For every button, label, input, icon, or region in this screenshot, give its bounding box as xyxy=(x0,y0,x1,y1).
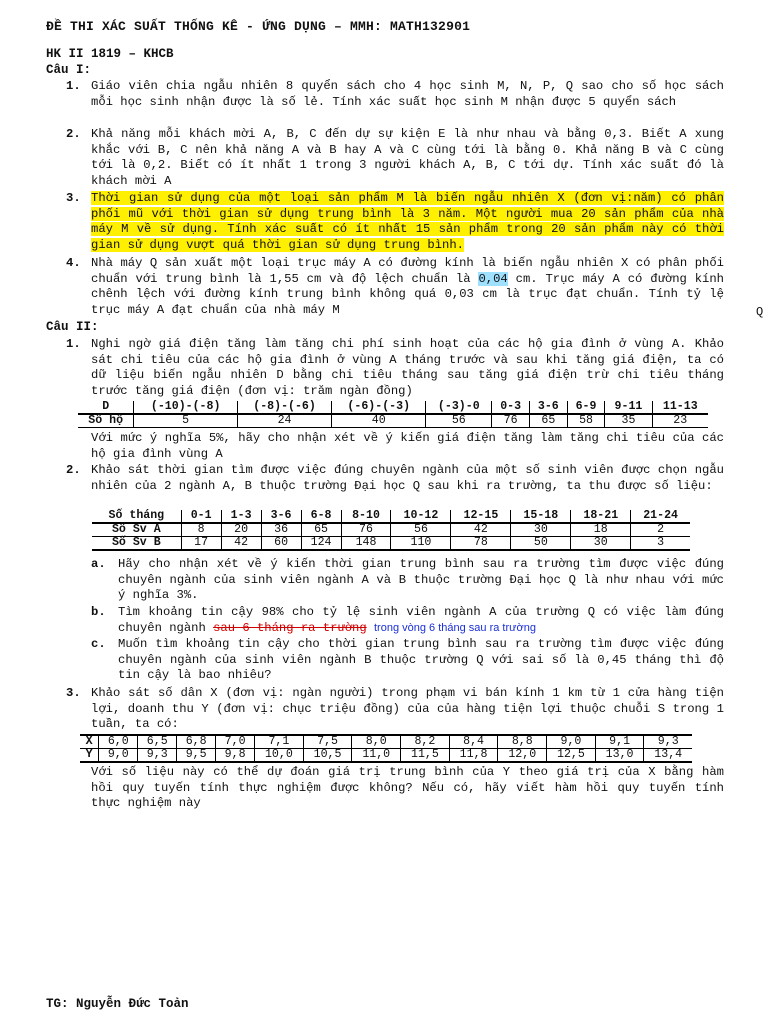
margin-letter: Q xyxy=(756,305,764,319)
question-text-a: Nhà máy Q sản xuất một loại trục máy A có đường kính là biến ngẫu nhiên X có phân phối chuẩn với trung bình là 1,55 cm và độ lệch chuẩn là xyxy=(91,256,724,286)
row-label: X xyxy=(80,735,99,749)
highlighted-value: 0,04 xyxy=(478,271,508,286)
question-text: Giáo viên chia ngẫu nhiên 8 quyển sách cho 4 học sinh M, N, P, Q sao cho số học sách mỗi học sinh nhận được là số lẻ. Tính xác suất học sinh M nhận được 5 quyển sách xyxy=(91,79,724,109)
col-header: (-3)-0 xyxy=(426,401,492,414)
question-1-2 xyxy=(66,127,724,189)
question-number: 2. xyxy=(66,127,81,141)
question-2-1-followup xyxy=(66,431,724,462)
table-cell: 23 xyxy=(652,414,708,428)
question-1-1 xyxy=(66,79,724,110)
question-number: 4. xyxy=(66,256,81,270)
handwritten-correction: trong vòng 6 tháng sau ra trường xyxy=(374,621,536,634)
row-label: Số tháng xyxy=(92,510,181,523)
question-text: Với số liệu này có thể dự đoán giá trị trung bình của Y theo giá trị của X bằng hàm hồi quy tuyến tính thực nghiệm được không? Nếu có, hãy viết hàm hồi quy tuyến tính thực nghiệm này xyxy=(91,765,724,811)
table-cell: 9,0 xyxy=(99,749,138,763)
question-text: Nghi ngờ giá điện tăng làm tăng chi phí sinh hoạt của các hộ gia đình ở vùng A. Khảo sát chi tiêu của các hộ gia đình ở vùng A tháng trước và sau khi tăng giá điện, ta có dữ liệu biến ngẫu nhiên D bằng chi tiêu tháng sau tăng giá điện trừ chi tiêu tháng trước tăng giá điện (đơn vị: trăm ngàn đồng) xyxy=(91,337,724,398)
col-header: 3-6 xyxy=(261,510,301,523)
section-2-label: Câu II: xyxy=(46,320,99,334)
question-number: 3. xyxy=(66,686,81,700)
table-cell: 56 xyxy=(426,414,492,428)
col-header: (-8)-(-6) xyxy=(237,401,331,414)
col-header: 3-6 xyxy=(529,401,567,414)
table-cell: 11,5 xyxy=(401,749,450,763)
question-2-1 xyxy=(66,337,724,399)
row-label: Số Sv A xyxy=(92,523,181,537)
question-text-b: cm. Trục máy A có đường kính chênh lệch với đường kính trung bình không quá 0,03 cm là trục đạt chuẩn. Tính tỷ lệ trục máy A đạt chuẩn của nhà máy M xyxy=(91,271,724,317)
table-cell: 30 xyxy=(511,523,571,537)
question-number: 1. xyxy=(66,79,81,93)
question-number: 3. xyxy=(66,191,81,205)
table-cell: 6,8 xyxy=(177,735,216,749)
table-cell: 2 xyxy=(631,523,690,537)
col-header: 18-21 xyxy=(571,510,631,523)
table-cell: 17 xyxy=(181,537,221,551)
table-cell: 3 xyxy=(631,537,690,551)
table-cell: 8,4 xyxy=(449,735,498,749)
table-cell: 12,5 xyxy=(547,749,596,763)
table-cell: 60 xyxy=(261,537,301,551)
table-cell: 42 xyxy=(221,537,261,551)
table-cell: 40 xyxy=(332,414,426,428)
col-header: 10-12 xyxy=(391,510,451,523)
table-cell: 9,8 xyxy=(216,749,255,763)
col-header: (-10)-(-8) xyxy=(134,401,238,414)
exam-term: HK II 1819 – KHCB xyxy=(46,47,174,61)
row-label: D xyxy=(78,401,134,414)
col-header: 0-1 xyxy=(181,510,221,523)
sub-text: Tìm khoảng tin cậy 98% cho tỷ lệ sinh viên ngành A của trường Q có việc làm đúng chuyên ngành xyxy=(118,605,724,635)
table-cell: 65 xyxy=(301,523,341,537)
sub-question-a xyxy=(91,557,724,604)
table-cell: 5 xyxy=(134,414,238,428)
author: TG: Nguyễn Đức Toản xyxy=(46,997,189,1011)
table-cell: 148 xyxy=(341,537,391,551)
question-text: Với mức ý nghĩa 5%, hãy cho nhận xét về ý kiến giá điện tăng làm tăng chi tiêu của các hộ gia đình vùng A xyxy=(91,431,724,461)
question-text: Khả năng mỗi khách mời A, B, C đến dự sự kiện E là như nhau và bằng 0,3. Biết A xung khắc với B, C nên khả năng A và B hay A và C cùng tới là bằng 0. Khả năng B và C cùng tới là 0,2. Biết có ít nhất 1 trong 3 người khách A, B, C tới dự. Tính xác suất đó là khách mời A xyxy=(91,127,724,188)
table-jobs xyxy=(92,510,690,551)
question-text: Khảo sát số dân X (đơn vị: ngàn người) trong phạm vi bán kính 1 km từ 1 cửa hàng tiện lợi, doanh thu Y (đơn vị: chục triệu đồng) của của hàng tiện lợi thuộc chuỗi S trong 1 tuần, ta có: xyxy=(91,686,724,732)
table-cell: 42 xyxy=(451,523,511,537)
question-1-3 xyxy=(66,191,724,253)
sub-label: c. xyxy=(91,637,106,651)
col-header: 8-10 xyxy=(341,510,391,523)
table-cell: 9,3 xyxy=(138,749,177,763)
table-cell: 10,0 xyxy=(255,749,304,763)
table-cell: 58 xyxy=(567,414,605,428)
row-label: Y xyxy=(80,749,99,763)
col-header: 0-3 xyxy=(492,401,530,414)
question-number: 1. xyxy=(66,337,81,351)
table-cell: 76 xyxy=(492,414,530,428)
col-header: (-6)-(-3) xyxy=(332,401,426,414)
question-text: Khảo sát thời gian tìm được việc đúng chuyên ngành của một số sinh viên được chọn ngẫu nhiên của 2 ngành A, B thuộc trường Đại học Q sau khi ra trường, ta thu được số liệu: xyxy=(91,463,724,493)
sub-text: Hãy cho nhận xét về ý kiến thời gian trung bình sau ra trường tìm được việc đúng chuyên ngành của sinh viên ngành A và B thuộc trường Đại học Q là như nhau với mức ý nghĩa 3%. xyxy=(118,557,724,603)
table-cell: 8,8 xyxy=(498,735,547,749)
table-cell: 36 xyxy=(261,523,301,537)
table-cell: 56 xyxy=(391,523,451,537)
table-cell: 24 xyxy=(237,414,331,428)
table-cell: 6,0 xyxy=(99,735,138,749)
row-label: Số hộ xyxy=(78,414,134,428)
sub-question-b xyxy=(91,605,724,636)
table-cell: 13,4 xyxy=(644,749,692,763)
table-cell: 8 xyxy=(181,523,221,537)
table-cell: 9,3 xyxy=(644,735,692,749)
table-cell: 7,5 xyxy=(303,735,352,749)
table-cell: 10,5 xyxy=(303,749,352,763)
sub-question-c xyxy=(91,637,724,684)
exam-title: ĐỀ THI XÁC SUẤT THỐNG KÊ - ỨNG DỤNG – MMH: MATH132901 xyxy=(46,19,471,34)
col-header: 1-3 xyxy=(221,510,261,523)
highlighted-question-text: Thời gian sử dụng của một loại sản phẩm M là biến ngẫu nhiên X (đơn vị:năm) có phân phối mũ với thời gian sử dụng trung bình là 3 năm. Một người mua 20 sản phẩm của nhà máy M về sử dụng. Tính xác suất có ít nhất 15 sản phẩm trong 20 sản phẩm này có thời gian sử dụng vượt quá thời gian sử dụng trung bình. xyxy=(91,191,724,252)
table-cell: 8,0 xyxy=(352,735,401,749)
table-cell: 13,0 xyxy=(595,749,644,763)
table-d xyxy=(78,401,708,428)
table-cell: 12,0 xyxy=(498,749,547,763)
table-cell: 30 xyxy=(571,537,631,551)
struck-text: sau 6 tháng ra trường xyxy=(213,620,367,635)
table-cell: 110 xyxy=(391,537,451,551)
col-header: 12-15 xyxy=(451,510,511,523)
question-2-3 xyxy=(66,686,724,733)
question-2-2 xyxy=(66,463,724,494)
col-header: 15-18 xyxy=(511,510,571,523)
table-cell: 6,5 xyxy=(138,735,177,749)
col-header: 6-8 xyxy=(301,510,341,523)
table-cell: 65 xyxy=(529,414,567,428)
col-header: 9-11 xyxy=(605,401,652,414)
table-cell: 20 xyxy=(221,523,261,537)
table-cell: 76 xyxy=(341,523,391,537)
table-cell: 11,0 xyxy=(352,749,401,763)
table-cell: 78 xyxy=(451,537,511,551)
table-cell: 8,2 xyxy=(401,735,450,749)
sub-label: a. xyxy=(91,557,106,571)
table-cell: 50 xyxy=(511,537,571,551)
col-header: 6-9 xyxy=(567,401,605,414)
col-header: 11-13 xyxy=(652,401,708,414)
table-cell: 9,1 xyxy=(595,735,644,749)
section-1-label: Câu I: xyxy=(46,63,92,77)
table-cell: 7,1 xyxy=(255,735,304,749)
question-1-4 xyxy=(66,256,724,318)
table-cell: 9,0 xyxy=(547,735,596,749)
table-xy xyxy=(80,734,692,763)
table-cell: 7,0 xyxy=(216,735,255,749)
sub-label: b. xyxy=(91,605,106,619)
table-cell: 124 xyxy=(301,537,341,551)
question-2-3-followup xyxy=(66,765,724,812)
table-cell: 9,5 xyxy=(177,749,216,763)
table-cell: 35 xyxy=(605,414,652,428)
row-label: Số Sv B xyxy=(92,537,181,551)
table-cell: 11,8 xyxy=(449,749,498,763)
col-header: 21-24 xyxy=(631,510,690,523)
table-cell: 18 xyxy=(571,523,631,537)
question-number: 2. xyxy=(66,463,81,477)
sub-text: Muốn tìm khoảng tin cậy cho thời gian trung bình sau ra trường tìm được việc đúng chuyên ngành của sinh viên ngành B thuộc trường Q với sai số là 0,45 tháng thì độ tin cậy là bao nhiêu? xyxy=(118,637,724,683)
